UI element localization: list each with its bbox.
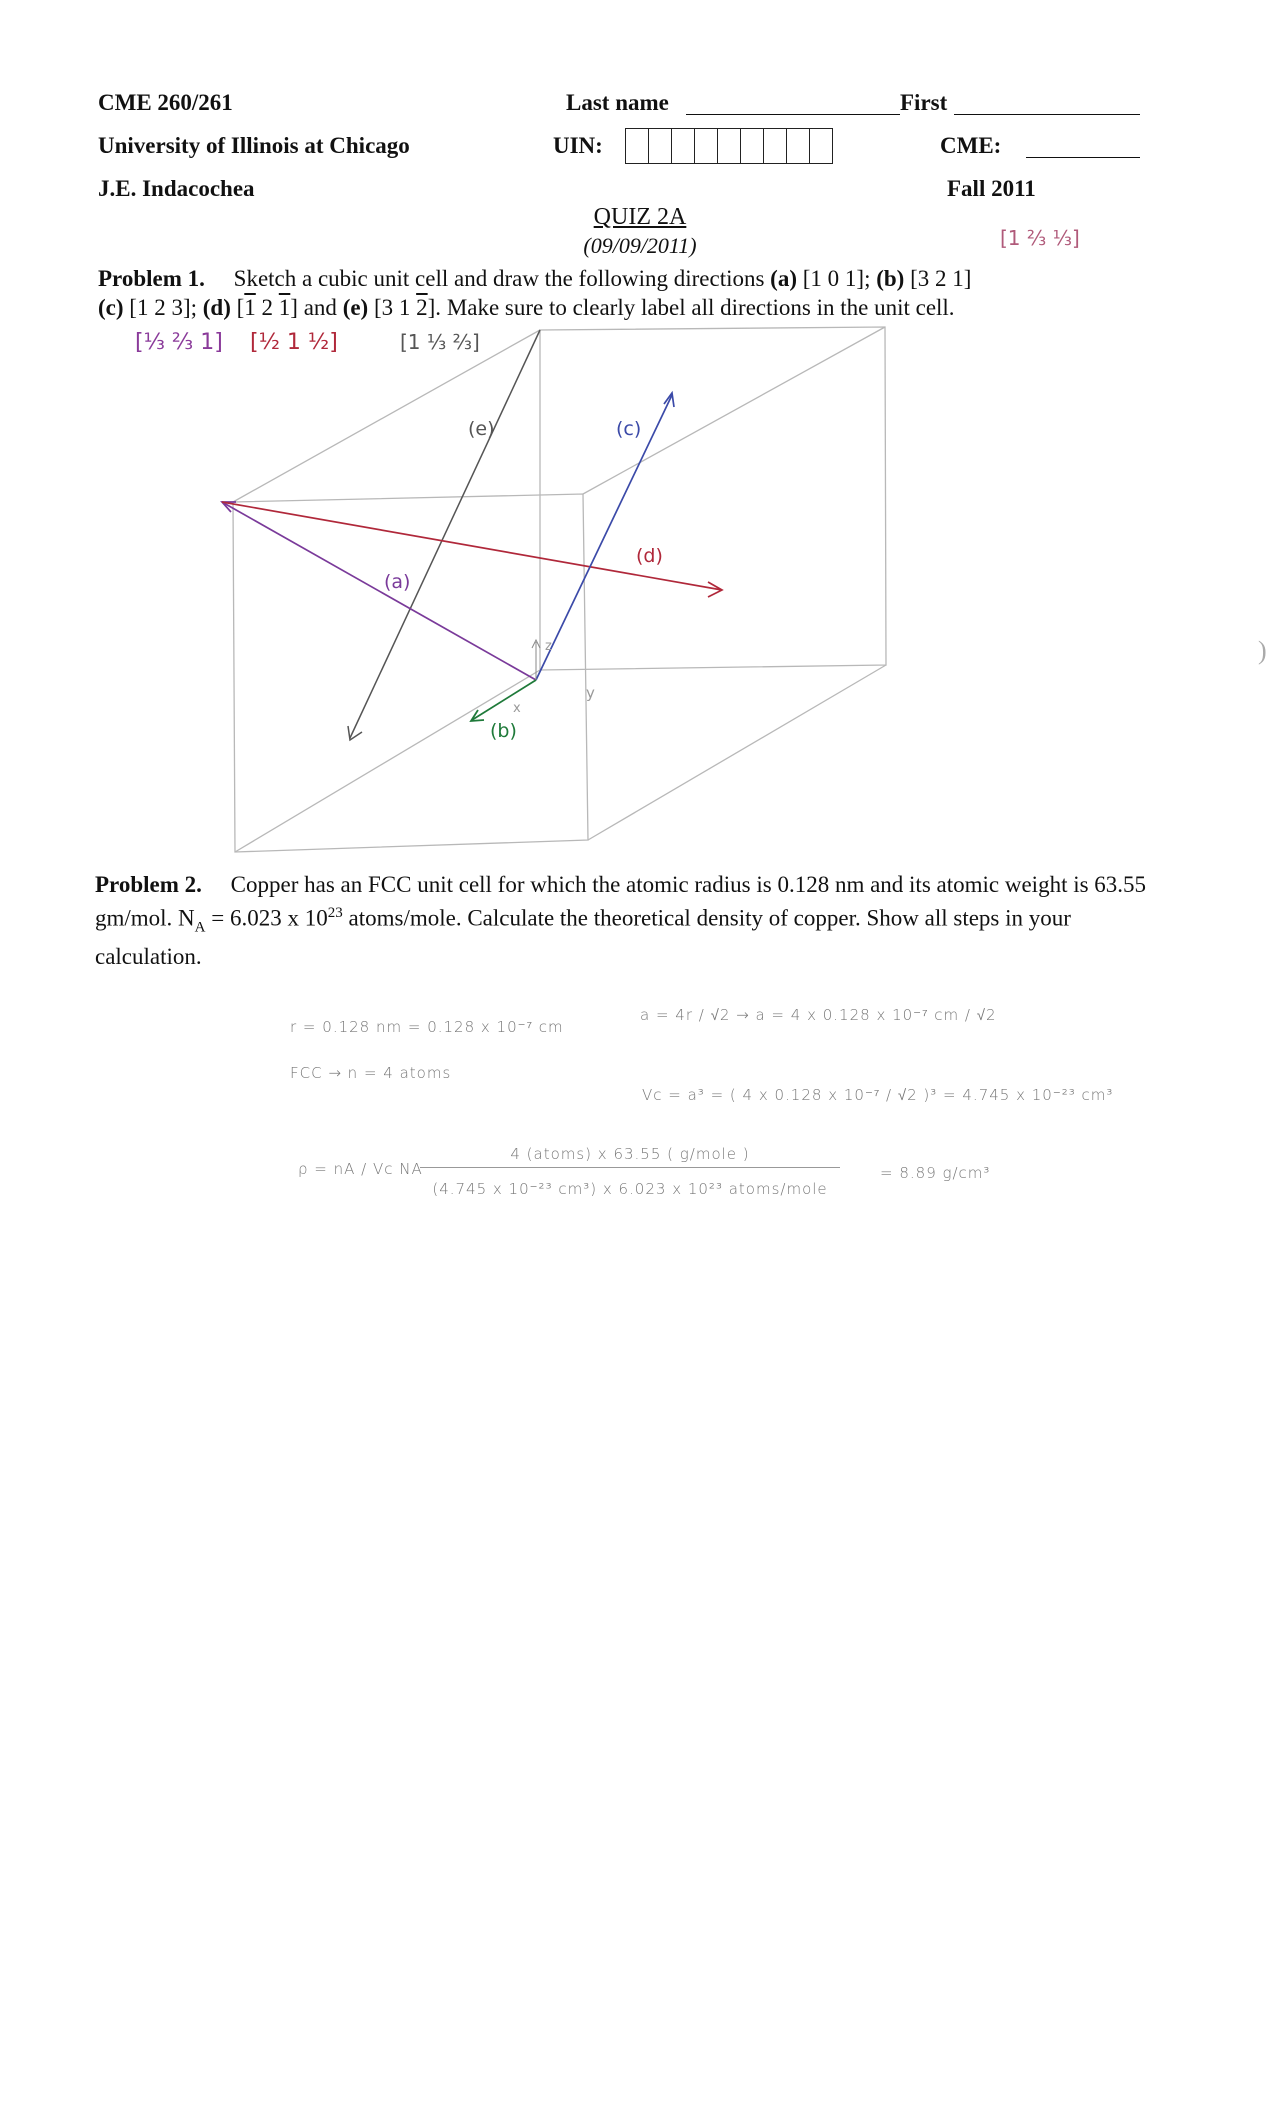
- last-name-field[interactable]: [686, 114, 900, 115]
- uin-digit-box[interactable]: [764, 129, 787, 163]
- and-text: and: [297, 295, 343, 320]
- instructor-name: J.E. Indacochea: [98, 176, 255, 201]
- direction-b: [3 2 1]: [910, 266, 972, 291]
- direction-a: [1 0 1];: [802, 266, 871, 291]
- work-density-formula: ρ = nA / Vc NA: [298, 1160, 423, 1178]
- work-density-result: = 8.89 g/cm³: [880, 1164, 991, 1182]
- note-left-1: [⅓ ⅔ 1]: [135, 330, 223, 355]
- work-density-numerator: 4 (atoms) x 63.55 ( g/mole ): [420, 1145, 840, 1168]
- uin-digit-box[interactable]: [787, 129, 810, 163]
- uin-digit-box[interactable]: [649, 129, 672, 163]
- first-name-label: First: [900, 90, 948, 115]
- direction-e: [3 1 2].: [373, 295, 442, 320]
- cme-field[interactable]: [1026, 157, 1140, 158]
- direction-e-tag: (e): [342, 295, 369, 320]
- problem-2-statement: Problem 2. Copper has an FCC unit cell for which the atomic radius is 0.128 nm and its atomic weight is 63.55 gm/mol. $N_A = 6.023$ x $10^{23}$ atoms/mole. Calculate the theoretical density of copper. Show all steps in your calculation.: [95, 872, 1147, 970]
- work-radius: r = 0.128 nm = 0.128 x 10⁻⁷ cm: [290, 1018, 564, 1036]
- first-name-field[interactable]: [954, 114, 1140, 115]
- direction-c: [1 2 3];: [129, 295, 197, 320]
- cube-back-face: [540, 327, 886, 670]
- work-lattice-parameter: a = 4r / √2 → a = 4 x 0.128 x 10⁻⁷ cm / √2: [640, 1006, 997, 1024]
- margin-mark: ): [1258, 636, 1267, 665]
- note-left-2: [½ 1 ½]: [250, 330, 338, 355]
- quiz-title: QUIZ 2A: [593, 204, 687, 230]
- last-name-label: Last name: [566, 90, 669, 115]
- uin-boxes[interactable]: [625, 128, 833, 164]
- problem-2-label: Problem 2.: [95, 872, 202, 897]
- cube-outline: [233, 327, 886, 852]
- problem-1-intro: Sketch a cubic unit cell and draw the following directions: [233, 266, 771, 291]
- label-z-axis: z: [545, 639, 552, 654]
- direction-d: [1 2 1]: [236, 295, 298, 320]
- uin-digit-box[interactable]: [672, 129, 695, 163]
- uin-digit-box[interactable]: [695, 129, 718, 163]
- uin-label: UIN:: [553, 133, 603, 158]
- direction-c-tag: (c): [98, 295, 124, 320]
- label-y-axis: y: [586, 684, 595, 702]
- university-name: University of Illinois at Chicago: [98, 133, 410, 158]
- direction-a-arrow: [222, 502, 536, 680]
- cme-label: CME:: [940, 133, 1002, 158]
- label-b: (b): [490, 720, 517, 742]
- direction-e-arrow: [348, 330, 540, 740]
- uin-digit-box[interactable]: [718, 129, 741, 163]
- problem-1-label: Problem 1.: [98, 266, 205, 291]
- uin-digit-box[interactable]: [810, 129, 832, 163]
- label-a: (a): [384, 571, 411, 593]
- uin-digit-box[interactable]: [626, 129, 649, 163]
- direction-d-tag: (d): [202, 295, 231, 320]
- label-c: (c): [616, 418, 642, 440]
- direction-b-tag: (b): [876, 266, 905, 291]
- unit-cell-sketch: [0, 300, 1280, 860]
- work-density-denominator: (4.745 x 10⁻²³ cm³) x 6.023 x 10²³ atoms/mole: [432, 1180, 828, 1198]
- direction-b-arrow: [471, 680, 536, 721]
- problem-1-instruction: Make sure to clearly label all directions in the unit cell.: [441, 295, 955, 320]
- label-e: (e): [468, 418, 495, 440]
- label-d: (d): [636, 545, 663, 567]
- note-center: [1 ⅓ ⅔]: [400, 330, 480, 354]
- term-label: Fall 2011: [947, 176, 1036, 201]
- note-top-right: [1 ⅔ ⅓]: [1000, 226, 1080, 250]
- quiz-date: (09/09/2011): [583, 233, 697, 258]
- work-cell-volume: Vc = a³ = ( 4 x 0.128 x 10⁻⁷ / √2 )³ = 4.745 x 10⁻²³ cm³: [642, 1086, 1114, 1104]
- uin-digit-box[interactable]: [741, 129, 764, 163]
- work-fcc-atoms: FCC → n = 4 atoms: [290, 1064, 452, 1082]
- label-x-axis: x: [513, 701, 521, 716]
- direction-c-arrow: [536, 393, 674, 680]
- course-code: CME 260/261: [98, 90, 233, 115]
- direction-a-tag: (a): [770, 266, 797, 291]
